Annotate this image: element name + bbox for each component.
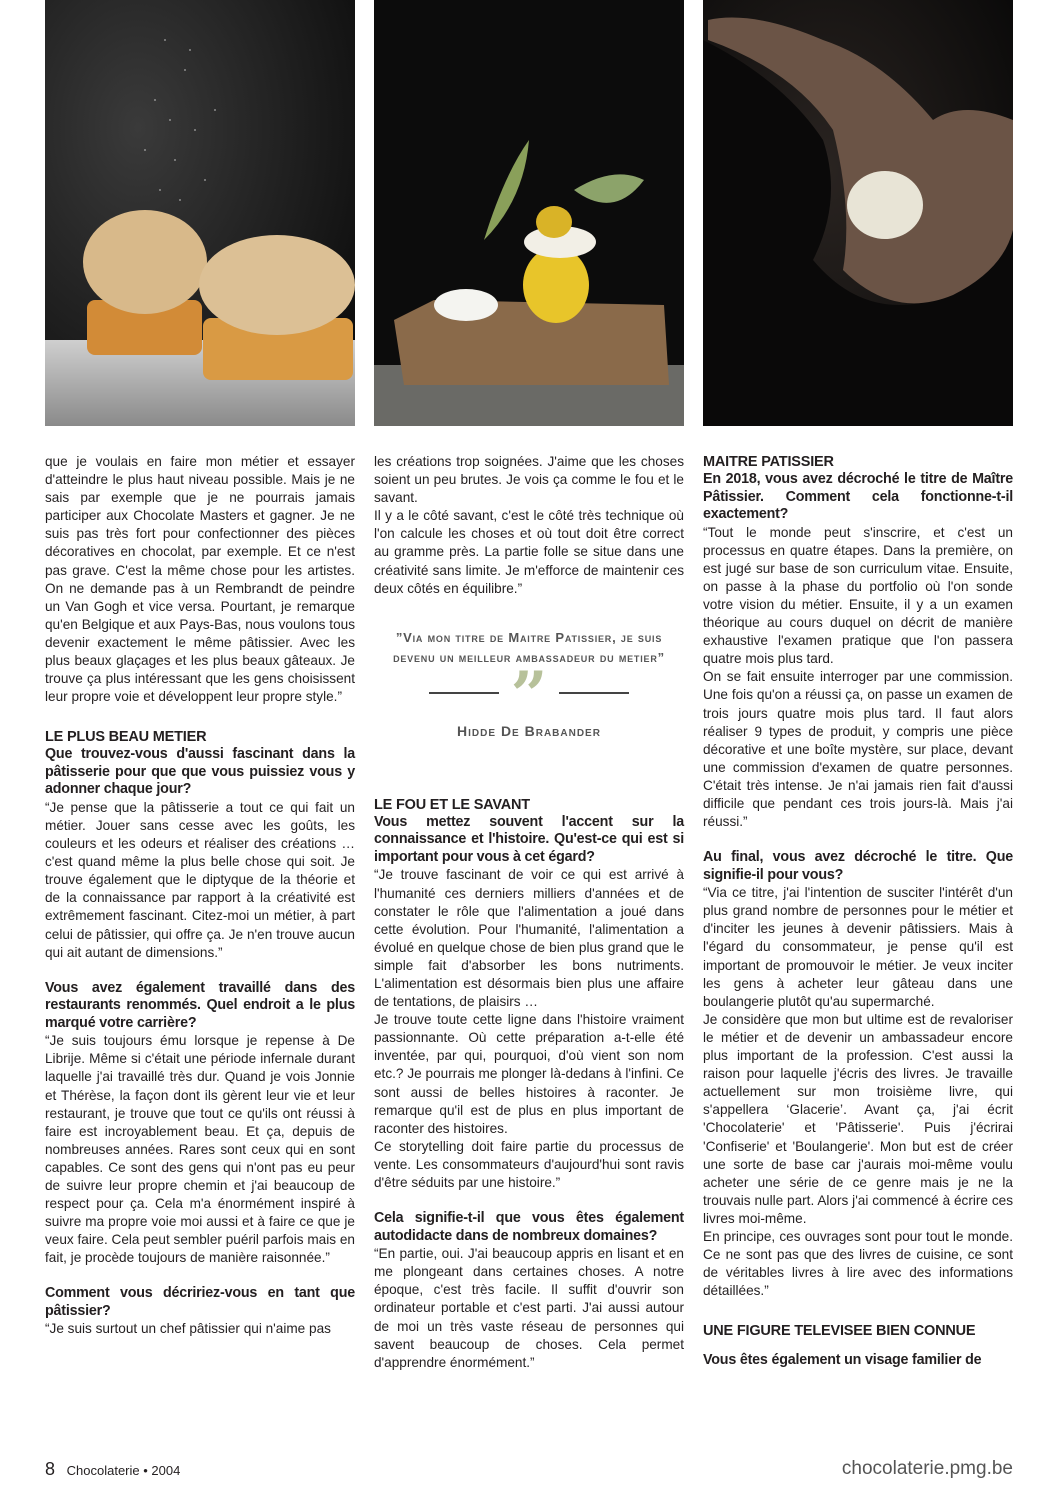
section-heading: UNE FIGURE TELEVISEE BIEN CONNUE <box>703 1323 976 1340</box>
answer: “Je trouve fascinant de voir ce qui est arrivé à l'humanité ces derniers milliers d'années et de constater le rôle que l'alimentation a joué dans cette évolution. Pour l'humanité, l'alimentation a évolué en quelque chose de bien plus grand que le simple fait d'absorber les bons nutriments. L'alimentation est désormais bien plus une affaire de tentations, de plaisirs … <box>374 867 684 1010</box>
question: Au final, vous avez décroché le titre. Que signifie-il pour vous? <box>703 849 1013 883</box>
quote-mark-icon: ” <box>510 657 548 733</box>
column-2 <box>374 453 684 1372</box>
section-heading: LE PLUS BEAU METIER <box>45 729 207 746</box>
divider-line <box>429 692 499 694</box>
answer: “En partie, oui. J'ai beaucoup appris en lisant et en me plongeant dans certaines choses. A notre époque, c'est très facile. Il suffit d'ouvrir son ordinateur portable et c'est parti. J'ai aussi autour de moi un très vaste réseau de personnes qui savent beaucoup de choses. Cela permet d'apprendre énormément.” <box>374 1246 684 1370</box>
column-3 <box>703 453 1013 1370</box>
answer: Je considère que mon but ultime est de revaloriser le métier et de devenir un ambassadeur encore plus important de la profession. C'est aussi la raison pour laquelle j'écris des livres. Je travaille actuellement sur mon troisième livre, qui s'appellera ‘Glacerie’. Avant ça, j'ai écrit 'Chocolaterie' et 'Pâtisserie'. Puis j'écrirai 'Confiserie' et 'Boulangerie'. Mon but est de créer une sorte de base car j'aurais moi-même voulu acheter une série de ce genre mais je ne la trouvais nulle part. Alors j'ai commencé à écrire ces livres moi-même. <box>703 1011 1013 1226</box>
answer: “Je suis toujours ému lorsque je repense à De Librije. Même si c'était une période infernale durant laquelle j'ai travaillé très dur. Quand je vois Jonnie et Thérèse, la façon dont ils gèrent leur vie et leur restaurant, je trouve que tout ce qu'ils ont réussi à faire est incroyablement beau. Et ça, depuis de nombreuses années. Rares sont ceux qui en sont capables. Ce sont des gens qui n'ont pas eu peur de suivre leur propre chemin et j'ai beaucoup de respect pour ça. Cela m'a énormément inspiré à suivre ma propre voie moi aussi et à faire ce que je veux faire. Cela peut sembler puéril parfois mais en fait, je procède toujours de manière raisonnée.” <box>45 1033 355 1266</box>
question: Vous mettez souvent l'accent sur la connaissance et l'histoire. Qu'est-ce qui est si important pour vous à cet égard? <box>374 813 684 865</box>
question: Comment vous décririez-vous en tant que pâtissier? <box>45 1285 355 1319</box>
quote-author: Hidde De Brabander <box>457 722 601 739</box>
question: En 2018, vous avez décroché le titre de Maître Pâtissier. Comment cela fonctionne-t-il exactement? <box>703 471 1013 523</box>
divider-line <box>559 692 629 694</box>
footer-left <box>45 1459 180 1480</box>
question: Que trouvez-vous d'aussi fascinant dans la pâtisserie pour que que vous puissiez vous y adonner chaque jour? <box>45 746 355 798</box>
answer: “Via ce titre, j'ai l'intention de susciter l'intérêt d'un plus grand nombre de personnes pour le métier et d'inciter les jeunes à devenir pâtissiers. Mais à l'égard du consommateur, je pense qu'il est important de promouvoir le métier. Je veux inciter les gens à acheter leur gâteau dans une boulangerie plutôt qu'au supermarché. <box>703 885 1013 1009</box>
section-heading: MAITRE PATISSIER <box>703 454 834 470</box>
photo-hands <box>703 0 1013 426</box>
section-heading: LE FOU ET LE SAVANT <box>374 796 530 813</box>
body-paragraph: que je voulais en faire mon métier et essayer d'atteindre le plus haut niveau possible. Mais je ne sais par exemple que je ne pourrais jamais participer aux Chocolate Masters et gagner. Je ne suis pas très fort pour confectionner des pièces décoratives en chocolat, par exemple. Et ce n'est pas grave. C'est la même chose pour les artistes. On ne demande pas à un Rembrandt de peindre un Van Gogh et vice versa. Pourtant, je remarque qu'en Belgique et aux Pays-Bas, nous voulons tous devenir exactement le même pâtissier. Avec les plus beaux glaçages et les plus beaux gâteaux. Je trouve ça plus intéressant que les gens choisissent leur propre voie et développent leur propre style.” <box>45 454 355 705</box>
question: Vous êtes également un visage familier de <box>703 1352 982 1369</box>
answer: “Je pense que la pâtisserie a tout ce qui fait un métier. Jouer sans cesse avec les goûts, les couleurs et les odeurs et réaliser des créations … c'est quand même la plus belle chose qui soit. Je trouve également que le diptyque de la théorie et de la connaissance par rapport à la créativité est extrêmement fascinant. Citez-moi un métier, à part celui de pâtissier, qui offre ça. Je n'en trouve aucun qui ait autant de dimensions.” <box>45 799 355 960</box>
website-link[interactable]: chocolaterie.pmg.be <box>841 1458 1013 1479</box>
answer: Ce storytelling doit faire partie du processus de vente. Les consommateurs d'aujourd'hui sont ravis d'être séduits par une histoire.” <box>374 1138 684 1191</box>
question: Cela signifie-t-il que vous êtes également autodidacte dans de nombreux domaines? <box>374 1210 684 1244</box>
answer: Je trouve toute cette ligne dans l'histoire vraiment passionnante. Où cette préparation a-t-elle été inventée, par qui, pourquoi, d'où vient son nom etc.? Je pourrais me plonger là-dedans à l'infini. Ce sont aussi de belles histoires à raconter. Je remarque qu'il est de plus en plus important de raconter des histoires. <box>374 1012 684 1136</box>
body-paragraph: Il y a le côté savant, c'est le côté très technique où l'on calcule les choses et où tout doit être correct au gramme près. La partie folle se situe dans une créativité sans limite. Je m'efforce de maintenir ces deux côtés en équilibre.” <box>374 508 684 596</box>
page-number: 8 <box>45 1459 56 1479</box>
answer: En principe, ces ouvrages sont pour tout le monde. Ce ne sont pas que des livres de cuisine, ce sont de véritables livres à lire avec des informations détaillées.” <box>703 1228 1013 1299</box>
answer: On se fait ensuite interroger par une commission. Une fois qu'on a réussi ça, on passe un examen de trois jours quatre mois plus tard. Il faut alors réaliser 9 types de produit, y compris une pièce décorative et une boîte mystère, sur place, devant une commission d'examen de quatre personnes. C'était très intense. Je n'ai jamais rien fait d'aussi difficile que pendant ces trois jours-là. Mais j'ai réussi.” <box>703 669 1013 830</box>
column-1 <box>45 453 355 1339</box>
body-paragraph: les créations trop soignées. J'aime que les choses soient un peu brutes. Je vois ça comme le fou et le savant. <box>374 454 684 506</box>
pull-quote: ”Via mon titre de Maitre Patissier, je suis devenu un meilleur ambassadeur du metier” <box>393 629 665 665</box>
answer: “Tout le monde peut s'inscrire, et c'est un processus en quatre étapes. Dans la première, on est jugé sur base de son curriculum vitae. Ensuite, on passe à la phase du portfolio où l'on sonde votre vision du métier. Ensuite, il y a un examen théorique au cours duquel on décrit de manière exhaustive l'examen pratique que l'on passera quatre mois plus tard. <box>703 524 1013 667</box>
question: Vous avez également travaillé dans des restaurants renommés. Quel endroit a le plus marqué votre carrière? <box>45 979 355 1031</box>
photo-tarts <box>45 0 355 426</box>
magazine-issue: Chocolaterie • 2004 <box>66 1463 181 1478</box>
photo-lemon <box>374 0 684 426</box>
answer: “Je suis surtout un chef pâtissier qui n'aime pas <box>45 1321 331 1337</box>
